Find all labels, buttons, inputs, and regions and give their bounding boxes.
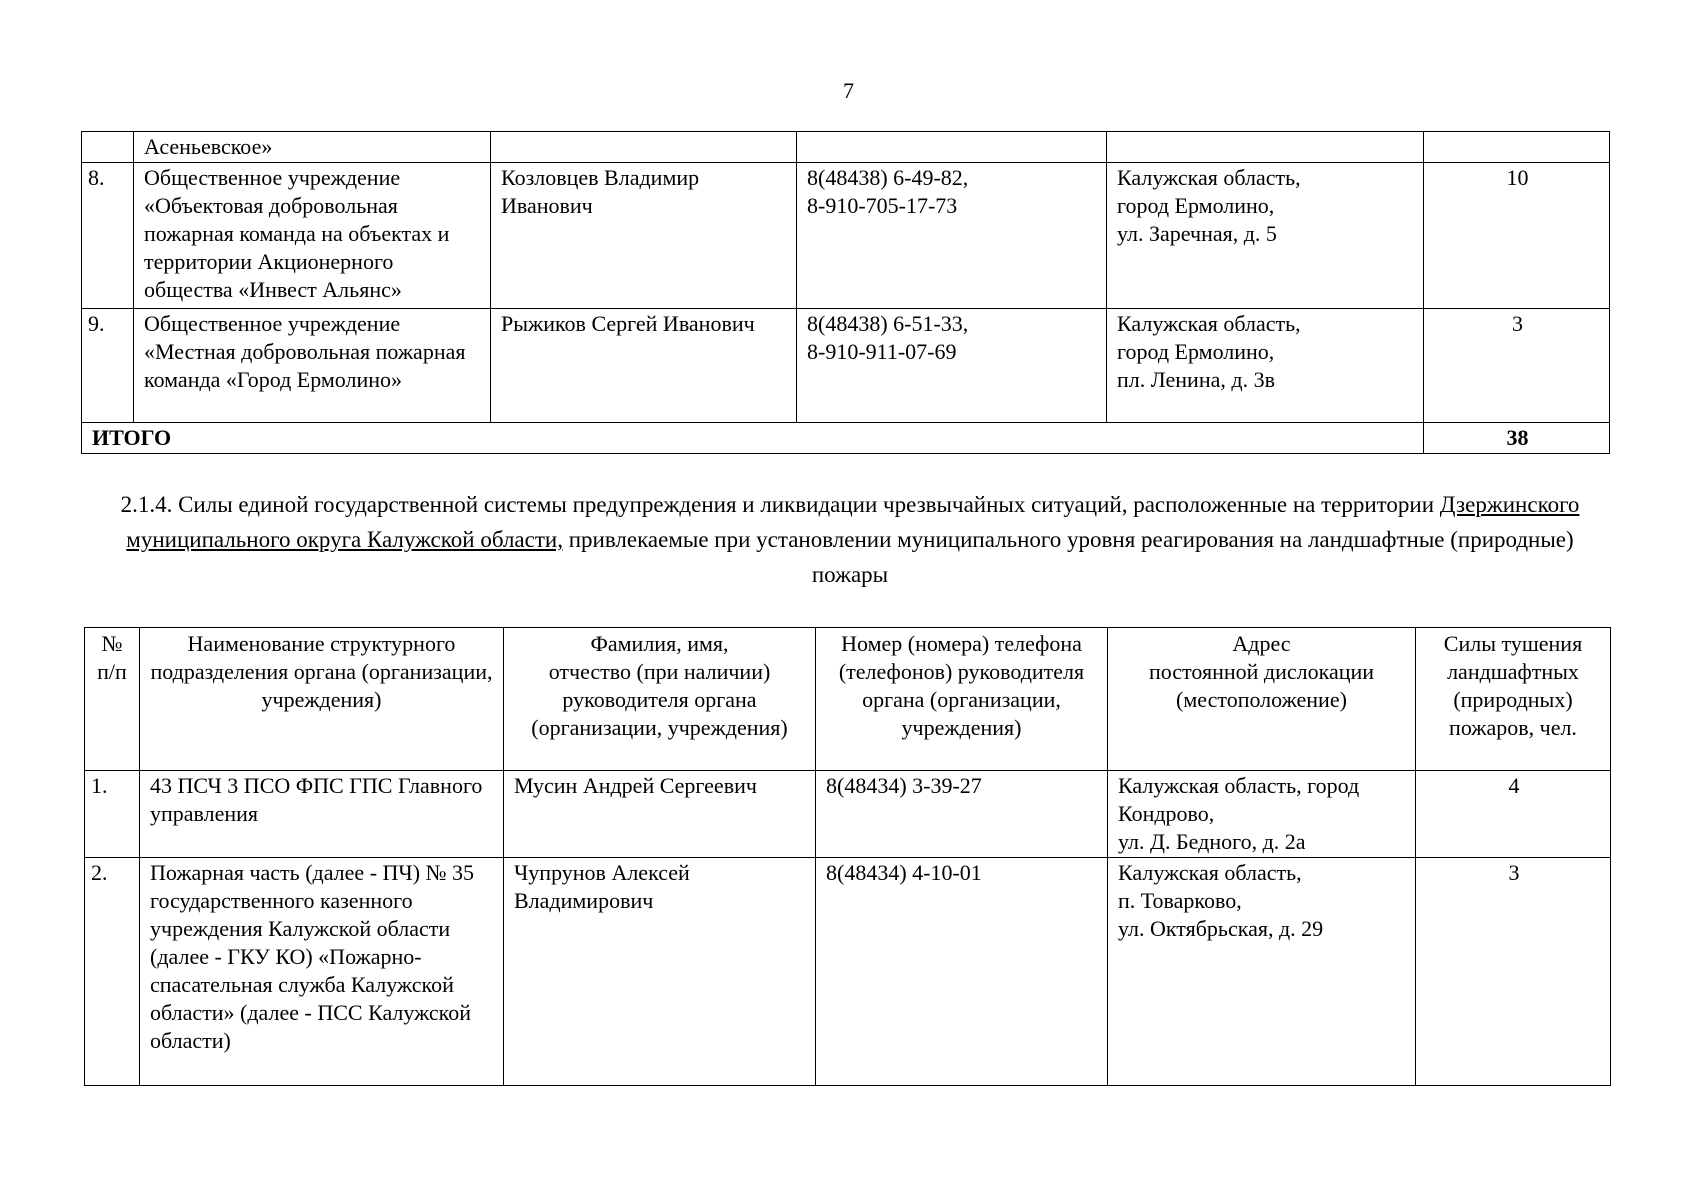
head-name xyxy=(491,132,797,163)
row-number: 2. xyxy=(85,858,140,1086)
forces-count: 3 xyxy=(1424,309,1610,423)
row-number xyxy=(82,132,134,163)
emergency-forces-table xyxy=(84,627,1611,1086)
header-head: Фамилия, имя, отчество (при наличии) руководителя органа (организации, учреждения) xyxy=(504,628,816,771)
header-phone: Номер (номера) телефона (телефонов) руководителя органа (организации, учреждения) xyxy=(816,628,1108,771)
section-title-underlined: Дзержинского муниципального округа Калужской области, xyxy=(126,492,1580,552)
section-title-part1: 2.1.4. Силы единой государственной системы предупреждения и ликвидации чрезвычайных ситуаций, расположенные на территории xyxy=(120,492,1440,517)
head-name: Чупрунов Алексей Владимирович xyxy=(504,858,816,1086)
address: Калужская область, город Ермолино, пл. Ленина, д. 3в xyxy=(1107,309,1424,423)
table-row xyxy=(82,132,1610,163)
address: Калужская область, город Кондрово, ул. Д. Бедного, д. 2а xyxy=(1108,771,1416,858)
header-address: Адрес постоянной дислокации (местоположение) xyxy=(1108,628,1416,771)
phone xyxy=(797,132,1107,163)
org-name: Общественное учреждение «Объектовая добровольная пожарная команда на объектах и территории Акционерного общества «Инвест Альянс» xyxy=(134,163,491,309)
phone: 8(48438) 6-49-82, 8-910-705-17-73 xyxy=(797,163,1107,309)
address xyxy=(1107,132,1424,163)
row-number: 9. xyxy=(82,309,134,423)
volunteer-fire-table xyxy=(81,131,1610,454)
total-row xyxy=(82,423,1610,454)
head-name: Рыжиков Сергей Иванович xyxy=(491,309,797,423)
table-row xyxy=(82,309,1610,423)
forces-count: 4 xyxy=(1416,771,1611,858)
head-name: Мусин Андрей Сергеевич xyxy=(504,771,816,858)
forces-count: 10 xyxy=(1424,163,1610,309)
table-header-row xyxy=(85,628,1611,771)
header-num: № п/п xyxy=(85,628,140,771)
header-forces: Силы тушения ландшафтных (природных) пожаров, чел. xyxy=(1416,628,1611,771)
table-row xyxy=(82,163,1610,309)
row-number: 8. xyxy=(82,163,134,309)
phone: 8(48434) 4-10-01 xyxy=(816,858,1108,1086)
total-label: ИТОГО xyxy=(82,423,1424,454)
org-name: 43 ПСЧ 3 ПСО ФПС ГПС Главного управления xyxy=(140,771,504,858)
address: Калужская область, город Ермолино, ул. Заречная, д. 5 xyxy=(1107,163,1424,309)
total-value: 38 xyxy=(1424,423,1610,454)
forces-count xyxy=(1424,132,1610,163)
section-title-part2: привлекаемые при установлении муниципального уровня реагирования на ландшафтные (природные) пожары xyxy=(562,527,1574,587)
table-row xyxy=(85,771,1611,858)
phone: 8(48438) 6-51-33, 8-910-911-07-69 xyxy=(797,309,1107,423)
row-number: 1. xyxy=(85,771,140,858)
page-number: 7 xyxy=(843,78,854,103)
header-org: Наименование структурного подразделения органа (организации, учреждения) xyxy=(140,628,504,771)
section-title xyxy=(100,487,1600,592)
address: Калужская область, п. Товарково, ул. Октябрьская, д. 29 xyxy=(1108,858,1416,1086)
head-name: Козловцев Владимир Иванович xyxy=(491,163,797,309)
forces-count: 3 xyxy=(1416,858,1611,1086)
org-name: Общественное учреждение «Местная добровольная пожарная команда «Город Ермолино» xyxy=(134,309,491,423)
table-row xyxy=(85,858,1611,1086)
phone: 8(48434) 3-39-27 xyxy=(816,771,1108,858)
org-name: Пожарная часть (далее - ПЧ) № 35 государственного казенного учреждения Калужской области (далее - ГКУ КО) «Пожарно-спасательная служба Калужской области» (далее - ПСС Калужской области) xyxy=(140,858,504,1086)
org-name: Асеньевское» xyxy=(134,132,491,163)
